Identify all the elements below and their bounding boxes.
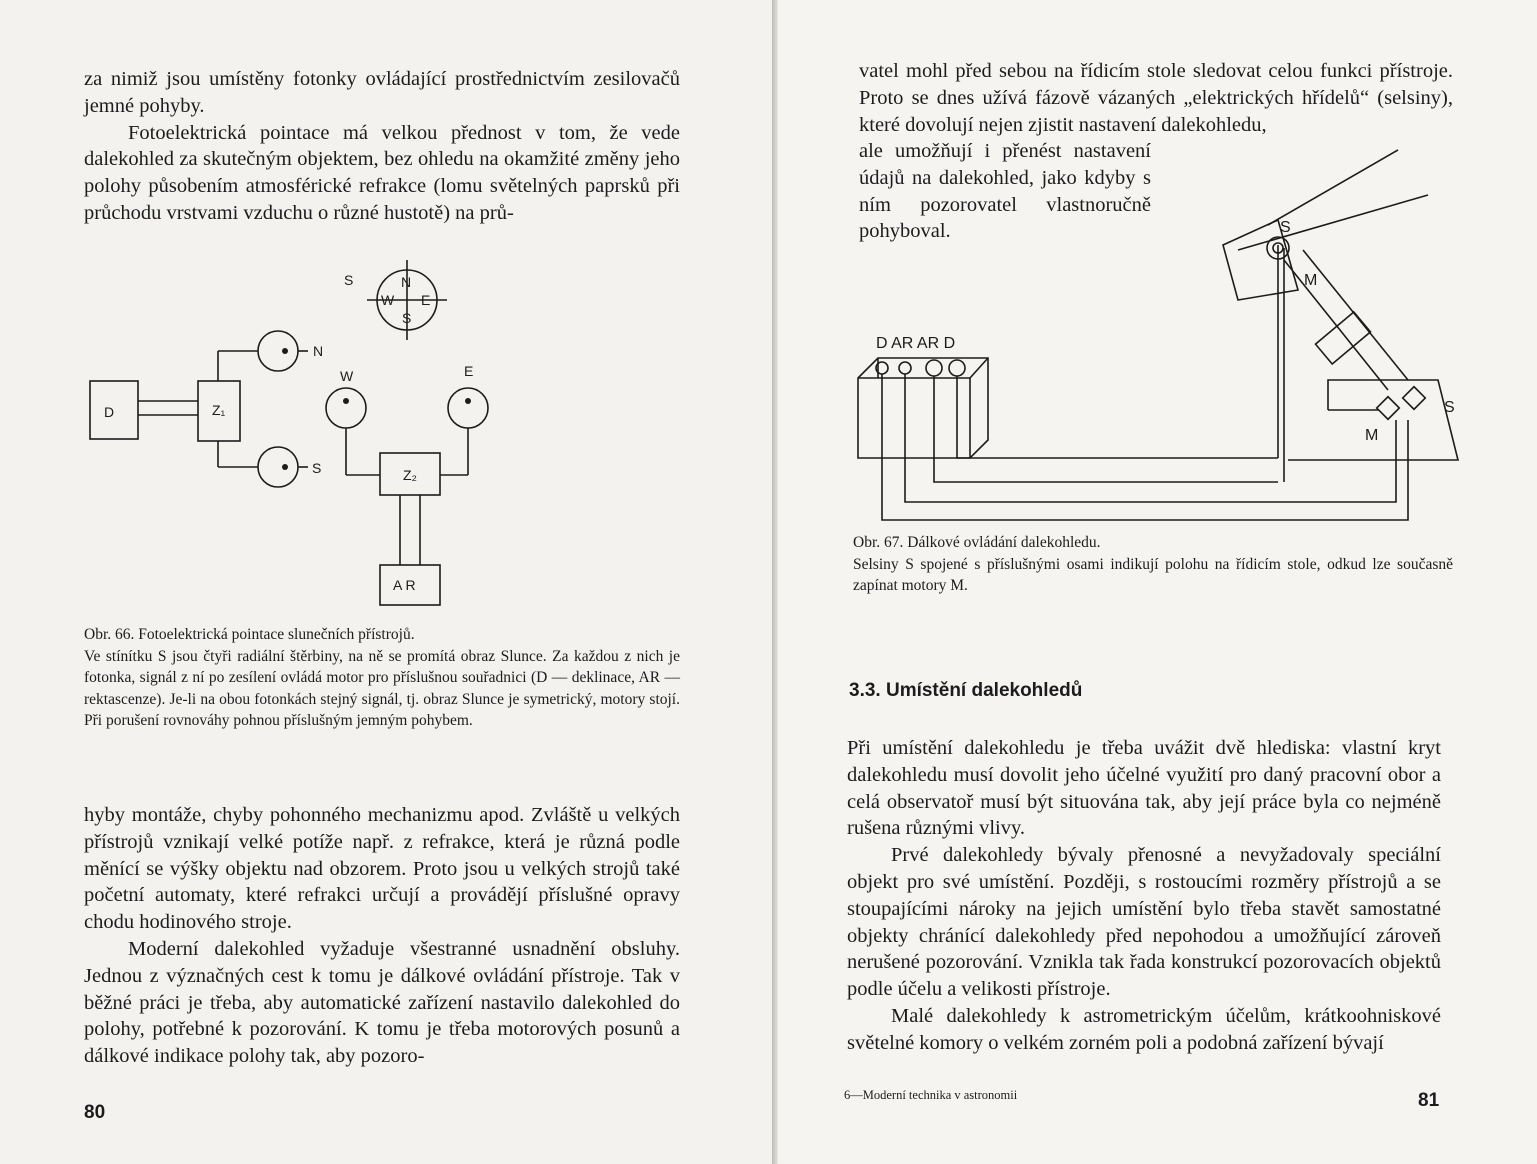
fig66-label-z1: Z₁ bbox=[212, 402, 226, 418]
fig66-label-w: W bbox=[381, 292, 395, 308]
left-text-top bbox=[84, 66, 680, 227]
section-heading: 3.3. Umístění dalekohledů bbox=[849, 680, 1083, 701]
fig67-label-s-right: S bbox=[1444, 399, 1455, 416]
right-paragraph-1: vatel mohl před sebou na řídicím stole sledovat celou funkci přístroje. Proto se dnes užívá fázově vázaných „elektrických hřídelů“ (selsiny), které dovolují nejen zjistit nastavení dalekohledu, bbox=[859, 60, 1453, 136]
fig67-label-panel: D AR AR D bbox=[876, 335, 956, 352]
right-text-top bbox=[859, 58, 1453, 138]
fig67-label-m-top: M bbox=[1304, 272, 1318, 289]
figure-66-caption-title: Obr. 66. Fotoelektrická pointace slunečních přístrojů. bbox=[84, 626, 415, 643]
fig66-label-w-cell: W bbox=[340, 368, 354, 384]
figure-66-caption-body: Ve stínítku S jsou čtyři radiální štěrbiny, na ně se promítá obraz Slunce. Za každou z nich je fotonka, signál z ní po zesílení ovládá motor pro příslušnou souřadnici (D — deklinace, AR — rektascenze). Je-li na obou fotonkách stejný signál, tj. obraz Slunce je symetrický, motory stojí. Při porušení rovnováhy pohnou příslušným jemným pohybem. bbox=[84, 647, 680, 729]
left-paragraph-4: Moderní dalekohled vyžaduje všestranné usnadnění obsluhy. Jednou z význačných cest k tomu je dálkové ovládání přístroje. Tak v běžné práci je třeba, aby automatické zařízení nastavilo dalekohled do polohy, potřebné k pozorování. K tomu je třeba motorových posunů a dálkové indikace polohy tak, aby pozoro- bbox=[84, 937, 680, 1068]
fig66-label-s-out: S bbox=[312, 460, 322, 476]
fig66-label-n: N bbox=[401, 274, 412, 290]
left-page-number: 80 bbox=[84, 1102, 106, 1123]
figure-67-diagram bbox=[848, 140, 1468, 530]
fig66-label-d: D bbox=[104, 404, 115, 420]
right-page bbox=[778, 0, 1537, 1164]
fig67-label-s-top: S bbox=[1280, 219, 1291, 236]
fig66-label-e-cell: E bbox=[464, 363, 474, 379]
fig66-label-ar: A R bbox=[393, 577, 416, 593]
left-paragraph-3: hyby montáže, chyby pohonného mechanizmu apod. Zvláště u velkých přístrojů vznikají velké potíže např. z refrakce, která je různá podle měnící se výšky objektu nad obzorem. Proto jsou u velkých strojů také početní automaty, které refrakci určují a provádějí příslušné opravy chodu hodinového stroje. bbox=[84, 804, 680, 934]
fig66-label-s: S bbox=[402, 310, 412, 326]
right-paragraph-3: Prvé dalekohledy bývaly přenosné a nevyžadovaly speciální objekt pro své umístění. Později, s rostoucími rozměry přístrojů a se stoupajícími nároky na jejich umístění bylo třeba stavět samostatné objekty chránící dalekohledy před nepohodou a umožňující zároveň nerušené pozorování. Vznikla tak řada konstrukcí pozorovacích objektů podle účelu a velikosti přístroje. bbox=[847, 844, 1441, 1001]
figure-66-diagram bbox=[80, 255, 500, 610]
footer-book-title: 6—Moderní technika v astronomii bbox=[844, 1088, 1018, 1102]
left-paragraph-2: Fotoelektrická pointace má velkou přednost v tom, že vede dalekohled za skutečným objektem, bez ohledu na okamžité změny jeho polohy působením atmosférické refrakce (lomu světelných paprsků při průchodu vrstvami vzduchu o různé hustotě) na prů- bbox=[84, 121, 680, 224]
fig67-label-m-bottom: M bbox=[1365, 427, 1379, 444]
left-paragraph-1: za nimiž jsou umístěny fotonky ovládající prostřednictvím zesilovačů jemné pohyby. bbox=[84, 68, 680, 117]
right-paragraph-2: Při umístění dalekohledu je třeba uvážit dvě hlediska: vlastní kryt dalekohledu musí dovolit jeho účelné využití pro daný pracovní obor a celá observatoř musí být situována tak, aby její práce byla co nejméně rušena různými vlivy. bbox=[847, 737, 1441, 840]
figure-67-caption-body: Selsiny S spojené s příslušnými osami indikují polohu na řídicím stole, odkud lze současně zapínat motory M. bbox=[853, 555, 1453, 594]
right-paragraph-4: Malé dalekohledy k astrometrickým účelům, krátkoohniskové světelné komory o velkém zorném poli a podobná zařízení bývají bbox=[847, 1004, 1441, 1054]
fig66-label-e: E bbox=[421, 292, 431, 308]
figure-66-caption bbox=[84, 624, 680, 732]
right-paragraph-1-wrap: ale umožňují i přenést nastavení údajů na dalekohled, jako kdyby s ním pozorovatel vlastnoručně pohyboval. bbox=[859, 140, 1151, 243]
fig66-label-z2: Z₂ bbox=[403, 467, 417, 483]
fig66-label-n-out: N bbox=[313, 343, 324, 359]
right-text-bottom bbox=[847, 735, 1441, 1057]
figure-67-caption-title: Obr. 67. Dálkové ovládání dalekohledu. bbox=[853, 534, 1101, 551]
figure-67-caption bbox=[853, 532, 1453, 597]
left-text-bottom bbox=[84, 802, 680, 1070]
right-page-number: 81 bbox=[1418, 1090, 1440, 1111]
fig66-label-s-shade: S bbox=[344, 272, 354, 288]
